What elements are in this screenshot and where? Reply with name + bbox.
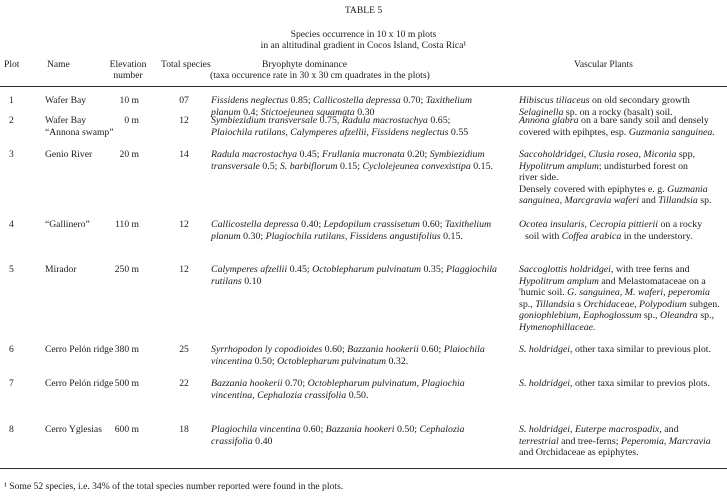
site-name-line: Wafer Bay (45, 95, 87, 106)
text-run: 0.60; (300, 424, 326, 435)
taxon-name: Octoblepharum pulvinatum (312, 264, 422, 275)
vascular-plants-line (519, 287, 720, 299)
taxon-name: Guzmania (667, 183, 708, 195)
total-species-value: 22 (179, 378, 189, 389)
text-run: and Melastomataceae on a (598, 275, 706, 287)
taxon-name: Hymenophillaceae. (519, 321, 596, 333)
taxon-name: Calymperes afzellii (211, 264, 288, 275)
elevation-value: 0 m (124, 115, 139, 126)
text-run: 0.75, (317, 115, 342, 126)
taxon-name: Plaiochila rutilans, Calymperes afzellii, Fissidens neglectus (211, 126, 449, 138)
vascular-plants-cell (519, 115, 715, 138)
vascular-plants-line (519, 184, 711, 196)
site-name-line: Genio River (45, 149, 93, 160)
total-species-value: 12 (179, 264, 189, 275)
taxon-name: Plaiochila (443, 344, 485, 355)
text-run: sp. (697, 195, 712, 206)
vascular-plants-line (519, 378, 710, 390)
site-name (45, 219, 90, 231)
vascular-plants-line (519, 344, 711, 356)
text-run: 0.15; (337, 160, 363, 172)
header-plot: Plot (4, 59, 20, 70)
taxon-name: sanguinea, Marcgravia waferi (519, 195, 640, 206)
taxon-name: Cephalozia (419, 424, 465, 435)
taxon-name: Plaggiochila (445, 264, 497, 275)
bryophyte-dominance-cell (211, 219, 491, 242)
text-run: 0.60; (322, 344, 348, 355)
elevation-value: 600 m (114, 424, 139, 435)
text-run: 0.40; (298, 219, 324, 230)
text-run: 0.30 (354, 106, 375, 118)
table-caption-line: Species occurrence in 10 x 10 m plots (290, 29, 437, 40)
taxon-name: Radula macrostachya (341, 115, 428, 126)
taxon-name: Callicostella depressa (211, 219, 299, 230)
header-name: Name (47, 59, 70, 70)
bryophyte-dominance-line (211, 436, 464, 448)
text-run: 0.70; (400, 95, 426, 106)
plot-number: 3 (9, 149, 14, 160)
vascular-plants-line (519, 310, 720, 322)
taxon-name: Plagiochila rutilans, Fissidens angustifolius (265, 230, 441, 242)
vascular-plants-cell (519, 378, 710, 390)
taxon-name: Taxithelium (444, 219, 492, 230)
text-run: soil with (525, 230, 562, 242)
vascular-plants-line (519, 195, 711, 207)
bryophyte-dominance-line (211, 127, 468, 139)
bryophyte-dominance-line (211, 424, 464, 436)
taxon-name: Symbiezidium transversale (211, 115, 318, 126)
taxon-name: transversale (211, 160, 260, 172)
text-run: 0.40 (252, 435, 273, 447)
bryophyte-dominance-cell (211, 115, 468, 138)
header-bryophyte-sub: (taxa occurence rate in 30 x 30 cm quadrates in the plots) (210, 70, 430, 81)
taxon-name: G. sanguinea, M. waferi, peperomia (567, 287, 710, 298)
text-run: 0.4; (240, 106, 261, 118)
table-label: TABLE 5 (344, 5, 383, 16)
bryophyte-dominance-cell (211, 344, 485, 367)
taxon-name: Taxithelium (425, 95, 472, 106)
text-run: on old secondary growth (589, 95, 690, 106)
text-run: other taxa similar to previous plot. (572, 344, 711, 355)
text-run: 0.85; (288, 95, 314, 106)
taxon-name: Peperomia, Marcravia (620, 435, 711, 447)
text-run: on a rocky (657, 219, 703, 230)
site-name (45, 424, 102, 436)
taxon-name: vincentina, Cephalozia crassifolia (211, 389, 347, 401)
elevation-value: 500 m (114, 378, 139, 389)
site-name-line: “Annona swamp” (45, 126, 114, 138)
taxon-name: planum (211, 106, 241, 118)
taxon-name: Hypolitrum amplum (519, 160, 599, 172)
bryophyte-dominance-cell (211, 264, 497, 287)
vascular-plants-cell (519, 344, 711, 356)
taxon-name: Oleandra (660, 310, 698, 321)
text-run: 0.50; (394, 424, 420, 435)
elevation-value: 20 m (119, 149, 139, 160)
plot-number: 2 (9, 115, 14, 126)
bryophyte-dominance-line (211, 149, 493, 161)
header-rule (0, 86, 727, 87)
site-name-line: Wafer Bay (45, 115, 87, 126)
text-run: and Orchidaceae as epiphytes. (519, 447, 639, 458)
bryophyte-dominance-line (211, 344, 485, 356)
bryophyte-dominance-line (211, 231, 491, 243)
plot-number: 6 (9, 344, 14, 355)
plot-number: 5 (9, 264, 14, 275)
text-run: ; undisturbed forest on (598, 160, 688, 172)
vascular-plants-line (519, 447, 711, 459)
taxon-name: Tillandsia (535, 298, 575, 310)
text-run: sp., (641, 310, 660, 321)
header-elevation: Elevation (109, 59, 147, 70)
total-species-value: 18 (179, 424, 189, 435)
text-run: 0.45; (297, 149, 322, 160)
total-species-value: 14 (179, 149, 189, 160)
text-run: sp., (519, 298, 536, 310)
taxon-name: Lepdopilum crassisetum (323, 219, 420, 230)
taxon-name: S. holdridgei, (519, 378, 573, 389)
site-name-line: “Gallinero” (45, 219, 90, 230)
vascular-plants-line (519, 424, 711, 436)
taxon-name: Tillandsia (658, 195, 698, 206)
text-run: Densely covered with epiphytes e. g. (519, 183, 668, 195)
bryophyte-dominance-cell (211, 149, 493, 172)
total-species-value: 12 (179, 219, 189, 230)
text-run: subgen. (686, 298, 720, 310)
vascular-plants-cell (519, 149, 711, 207)
header-total-species: Total species (161, 59, 211, 70)
bryophyte-dominance-line (211, 161, 493, 173)
taxon-name: S. barbiflorum (279, 160, 338, 172)
text-run: sp., (697, 310, 715, 321)
table-caption-line: in an altitudinal gradient in Cocos Island, Costa Rica¹ (260, 40, 467, 51)
taxon-name: Saccoglottis holdridgei (519, 264, 611, 275)
total-species-value: 12 (179, 115, 189, 126)
bryophyte-dominance-line (211, 95, 472, 107)
text-run: in the understory. (621, 230, 693, 242)
vascular-plants-line (519, 115, 715, 127)
vascular-plants-cell (519, 424, 711, 459)
taxon-name: Syrrhopodon ly copodioides (211, 344, 323, 355)
bryophyte-dominance-line (211, 115, 468, 127)
total-species-value: 07 (179, 95, 189, 106)
site-name (45, 95, 86, 107)
vascular-plants-line (519, 219, 702, 231)
taxon-name: terrestrial (519, 435, 559, 447)
taxon-name: Annona glabra (519, 115, 579, 126)
taxon-name: goniophlebium, Eaphoglossum (519, 310, 642, 321)
elevation-value: 250 m (114, 264, 139, 275)
site-name (45, 149, 92, 161)
taxon-name: Cyclolejeunea convexistipa (362, 160, 471, 172)
bryophyte-dominance-line (211, 276, 497, 288)
taxon-name: S. holdridgei, Euterpe macrospadix, (519, 424, 662, 435)
text-run: 0.55 (448, 126, 469, 138)
text-run: and (661, 424, 679, 435)
text-run: 0.45; (287, 264, 313, 275)
elevation-value: 110 m (115, 219, 139, 230)
bottom-rule (0, 468, 727, 469)
elevation-value: 380 m (114, 344, 139, 355)
site-name (45, 264, 76, 276)
text-run: , with tree ferns and (610, 264, 690, 275)
header-bryophyte: Bryophyte dominance (262, 59, 347, 70)
bryophyte-dominance-cell (211, 378, 465, 401)
text-run: 0.5; (259, 160, 280, 172)
taxon-name: Fissidens neglectus (211, 95, 289, 106)
plot-number: 8 (9, 424, 14, 435)
text-run: 0.65; (427, 115, 451, 126)
plot-number: 1 (9, 95, 14, 106)
vascular-plants-line (519, 276, 720, 288)
text-run: 'humic soil. (519, 287, 568, 298)
text-run: 0.60; (419, 219, 445, 230)
text-run: 0.15. (440, 230, 463, 242)
table-footnote: ¹ Some 52 species, i.e. 34% of the total species number reported were found in the plots. (4, 481, 344, 492)
text-run: 0.15. (470, 160, 493, 172)
taxon-name: Ocotea insularis, Cecropia pittierii (519, 219, 658, 230)
vascular-plants-line (519, 149, 711, 161)
bryophyte-dominance-line (211, 390, 465, 402)
taxon-name: Octoblepharum pulvinatum, Plagiochia (307, 378, 465, 389)
site-name-line: Cerro Pelón ridge (45, 378, 114, 389)
taxon-name: Radula macrostachya (211, 149, 298, 160)
taxon-name: Hibiscus tiliaceus (519, 95, 590, 106)
vascular-plants-line (519, 172, 711, 184)
vascular-plants-line (519, 264, 720, 276)
taxon-name: rutilans (211, 275, 242, 287)
vascular-plants-cell (519, 219, 702, 242)
text-run: 0.70; (282, 378, 308, 389)
vascular-plants-line (519, 161, 711, 173)
text-run: 0.32. (386, 355, 409, 367)
text-run: 0.50. (346, 389, 369, 401)
text-run: spp, (676, 149, 695, 160)
text-run: s (574, 298, 584, 310)
taxon-name: Guzmania sanguinea. (628, 126, 715, 138)
vascular-plants-cell (519, 264, 720, 333)
taxon-name: Hypolitrum amplum (519, 275, 599, 287)
site-name-line: Cerro Pelón ridge (45, 344, 114, 355)
taxon-name: Bazzania hookeri (325, 424, 395, 435)
plot-number: 7 (9, 378, 14, 389)
text-run: on a bare sandy soil and densely (578, 115, 709, 126)
text-run: sp. on a rocky (basalt) soil. (563, 106, 673, 118)
header-vascular-plants: Vascular Plants (574, 59, 633, 70)
taxon-name: Frullania mucronata (322, 149, 405, 160)
total-species-value: 25 (179, 344, 189, 355)
text-run: and tree-ferns; (558, 435, 621, 447)
site-name-line: Cerro Yglesias (45, 424, 102, 435)
vascular-plants-line (519, 95, 690, 107)
taxon-name: Orchidaceae, Polypodium (583, 298, 687, 310)
text-run: covered with epihptes, esp. (519, 126, 629, 138)
text-run: 0.60; (418, 344, 444, 355)
taxon-name: Plagiochila vincentina (211, 424, 301, 435)
taxon-name: Coffea arabica (561, 230, 622, 242)
vascular-plants-line (519, 231, 702, 243)
bryophyte-dominance-line (211, 356, 485, 368)
vascular-plants-line (519, 436, 711, 448)
text-run: river side. (519, 172, 559, 183)
site-name-line: Mirador (45, 264, 77, 275)
taxon-name: vincentina (211, 355, 253, 367)
taxon-name: Bazzania hookerii (347, 344, 419, 355)
text-run: 0.20; (404, 149, 430, 160)
taxon-name: Stictoejeunea squamata (260, 106, 355, 118)
taxon-name: Octoblepharum pulvinatum (277, 355, 386, 367)
taxon-name: Saccoholdridgei, Clusia rosea, Miconia (519, 149, 677, 160)
text-run: 0.10 (241, 275, 262, 287)
text-run: 0.30; (240, 230, 266, 242)
text-run: other taxa similar to previos plots. (572, 378, 710, 389)
vascular-plants-line (519, 322, 720, 334)
vascular-plants-line (519, 127, 715, 139)
vascular-plants-line (519, 299, 720, 311)
text-run: 0.50; (252, 355, 278, 367)
taxon-name: planum (211, 230, 241, 242)
taxon-name: Symbiezidium (429, 149, 485, 160)
bryophyte-dominance-line (211, 264, 497, 276)
taxon-name: Bazzania hookerii (211, 378, 283, 389)
elevation-value: 10 m (119, 95, 139, 106)
plot-number: 4 (9, 219, 14, 230)
taxon-name: Selaginella (519, 106, 564, 118)
taxon-name: S. holdridgei, (519, 344, 573, 355)
bryophyte-dominance-cell (211, 424, 464, 447)
taxon-name: Callicostella depressa (313, 95, 401, 106)
bryophyte-dominance-line (211, 219, 491, 231)
header-elevation-sub: number (113, 70, 143, 81)
bryophyte-dominance-line (211, 378, 465, 390)
text-run: and (639, 195, 659, 206)
taxon-name: crassifolia (211, 435, 253, 447)
text-run: 0.35; (421, 264, 446, 275)
